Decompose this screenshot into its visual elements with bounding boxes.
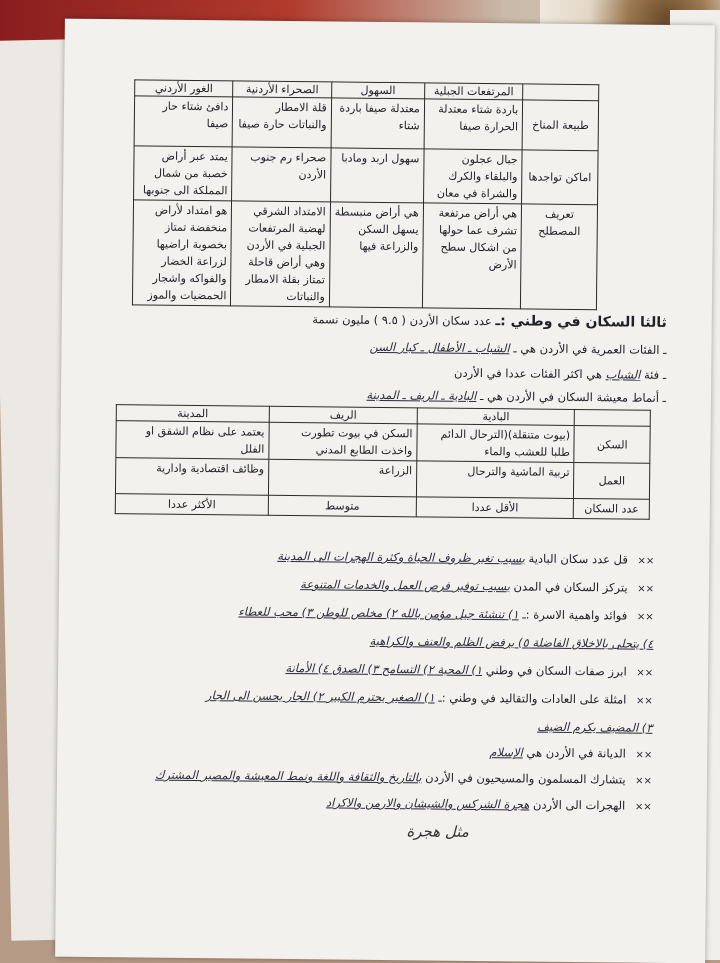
table-cell: باردة شتاء معتدلة الحرارة صيفا [424, 99, 523, 150]
table-header-cell: المرتفعات الجبلية [424, 83, 523, 100]
table-cell: هي أراض مرتفعة تشرف عما حولها من اشكال سطح الأرض [422, 203, 521, 309]
note-prompt: فوائد واهمية الاسرة :ـ [522, 607, 627, 622]
note-prompt: ابرز صفات السكان في وطني [486, 663, 627, 678]
table-row [134, 146, 599, 205]
note-prompt: الهجرات الى الأردن [533, 798, 625, 813]
table-row [132, 200, 597, 310]
row-heading: العمل [574, 462, 650, 499]
row-heading: تعريف المصطلح [521, 204, 598, 310]
list-item [206, 688, 653, 707]
note-prompt: الديانة في الأردن هي [526, 745, 626, 760]
note-prompt: امثلة على العادات والتقاليد في وطني :ـ [438, 691, 626, 707]
row-heading: طبيعة المناخ [522, 100, 598, 151]
list-item [300, 577, 654, 595]
table-header-cell: الغور الأردني [135, 80, 234, 97]
youth-rest: هي اكثر الفئات عددا في الأردن [454, 366, 602, 382]
table-header-cell [575, 409, 651, 426]
bullet-mark: ×× [636, 668, 653, 679]
table-cell: السكن في بيوت تطورت واخذت الطابع المدني [269, 422, 417, 461]
bullet-mark: ×× [635, 776, 652, 787]
worksheet-page [55, 19, 715, 963]
table-cell: يمتد عبر أراض خصبة من شمال المملكة الى جنوبها [134, 146, 233, 201]
table-cell: وظائف اقتصادية وادارية [115, 458, 268, 496]
list-item [285, 661, 653, 679]
handwritten-note: مثل هجرة [406, 822, 469, 841]
note-prompt: يتشارك المسلمون والمسيحيون في الأردن [425, 770, 626, 786]
note-answer: ١) الصغير يحترم الكبير ٢) الجار يحسن الى الجار [206, 688, 435, 704]
note-answer: هجرة الشركس والشيشان والارمن والاكراد [326, 795, 529, 811]
landforms-table [132, 79, 599, 310]
bullet-mark: ×× [637, 584, 654, 595]
table-cell: صحراء رم جنوب الأردن [232, 147, 331, 202]
table-cell: معتدلة صيفا باردة شتاء [331, 98, 425, 149]
list-item [155, 768, 652, 787]
table-cell: تربية الماشية والترحال [416, 461, 574, 499]
note-answer: ١) تنشئة جيل مؤمن بالله ٢) مخلص للوطن ٣) محب للعطاء [238, 604, 519, 621]
population-statement: عدد سكان الأردن ( ٩.٥ ) مليون نسمة [312, 312, 492, 328]
table-cell: قلة الامطار والنباتات حارة صيفا [233, 97, 332, 148]
table-header-cell: السهول [331, 82, 424, 99]
table-header-cell: المدينة [116, 405, 269, 423]
row-heading: اماكن تواجدها [522, 150, 598, 205]
table-header-cell: الريف [269, 406, 417, 424]
age-groups-answer: الشباب ـ الأطفال ـ كبار السن [369, 340, 509, 355]
note-answer: ٣) المضيف يكرم الضيف [537, 720, 653, 735]
table-header-cell: البادية [417, 408, 575, 426]
note-prompt: قل عدد سكان البادية [529, 552, 628, 567]
table-cell: سهول اربد ومادبا [330, 148, 424, 203]
note-answer: بالتاريخ والثقافة واللغة ونمط المعيشة والمصير المشترك [155, 768, 422, 785]
table-cell: (بيوت متنقلة)(الترحال الدائم طلبا للعشب والماء [417, 424, 575, 463]
note-answer: الإسلام [489, 745, 523, 759]
lifestyle-answer: البادية ـ الريف ـ المدينة [366, 388, 476, 403]
table-cell: الأكثر عددا [115, 494, 268, 516]
youth-line [454, 366, 666, 382]
lifestyle-line [366, 388, 666, 405]
note-prompt: يتركز السكان في المدن [514, 579, 628, 594]
table-cell: الأقل عددا [416, 497, 574, 519]
list-item [370, 634, 654, 651]
list-item [326, 795, 652, 812]
table-cell: هو امتداد لأراض منخفضة تمتاز بخصوبة اراضيها لزراعة الخضار والفواكه واشجار الحمضيات والموز [132, 200, 232, 306]
note-answer: بسبب تغير ظروف الحياة وكثرة الهجرات الى المدينة [277, 549, 525, 566]
section-title: ثالثا السكان في وطني :ـ [495, 313, 667, 331]
bullet-mark: ×× [637, 556, 654, 567]
lifestyle-label: ـ أنماط معيشة السكان في الأردن هي ـ [480, 389, 666, 405]
note-answer: ١) المحبة ٢) التسامح ٣) الصدق ٤) الأمانة [285, 661, 482, 677]
youth-label: ـ فئة [644, 368, 666, 382]
age-groups-label: ـ الفئات العمرية في الأردن هي ـ [513, 341, 666, 357]
table-cell: يعتمد على نظام الشقق او الفلل [116, 421, 269, 460]
section-heading [312, 311, 667, 331]
table-cell: هي أراض منبسطة يسهل السكن والزراعة فيها [329, 202, 423, 308]
list-item [537, 720, 653, 735]
table-cell: متوسط [268, 495, 416, 517]
row-heading: عدد السكان [574, 498, 650, 519]
list-item [277, 549, 654, 567]
table-row [115, 494, 649, 520]
youth-answer: الشباب [606, 367, 641, 381]
lifestyles-table [115, 404, 651, 520]
list-item [489, 745, 652, 761]
list-item [238, 604, 654, 622]
table-header-cell: الصحراء الأردنية [233, 81, 332, 98]
table-cell: دافئ شتاء حار صيفا [134, 96, 233, 147]
table-cell: جبال عجلون والبلقاء والكرك والشراة في معان [423, 149, 522, 204]
table-row [116, 421, 650, 464]
table-cell: الزراعة [268, 459, 416, 497]
bullet-mark: ×× [635, 802, 652, 813]
bullet-mark: ×× [637, 612, 654, 623]
table-row [134, 96, 598, 151]
note-answer: بسبب توفير فرص العمل والخدمات المتنوعة [300, 577, 510, 593]
age-groups-line [369, 340, 666, 357]
table-cell: الامتداد الشرقي لهضبة المرتفعات الجبلية في الأردن وهي أراض قاحلة تمتاز بقلة الامطار والنباتات [231, 201, 330, 307]
table-header-cell [523, 84, 599, 101]
table-row [115, 458, 649, 500]
note-answer: ٤) يتحلى بالاخلاق الفاضلة ٥) يرفض الظلم والعنف والكراهية [370, 634, 654, 651]
row-heading: السكن [574, 425, 650, 463]
bullet-mark: ×× [636, 696, 653, 707]
bullet-mark: ×× [635, 750, 652, 761]
